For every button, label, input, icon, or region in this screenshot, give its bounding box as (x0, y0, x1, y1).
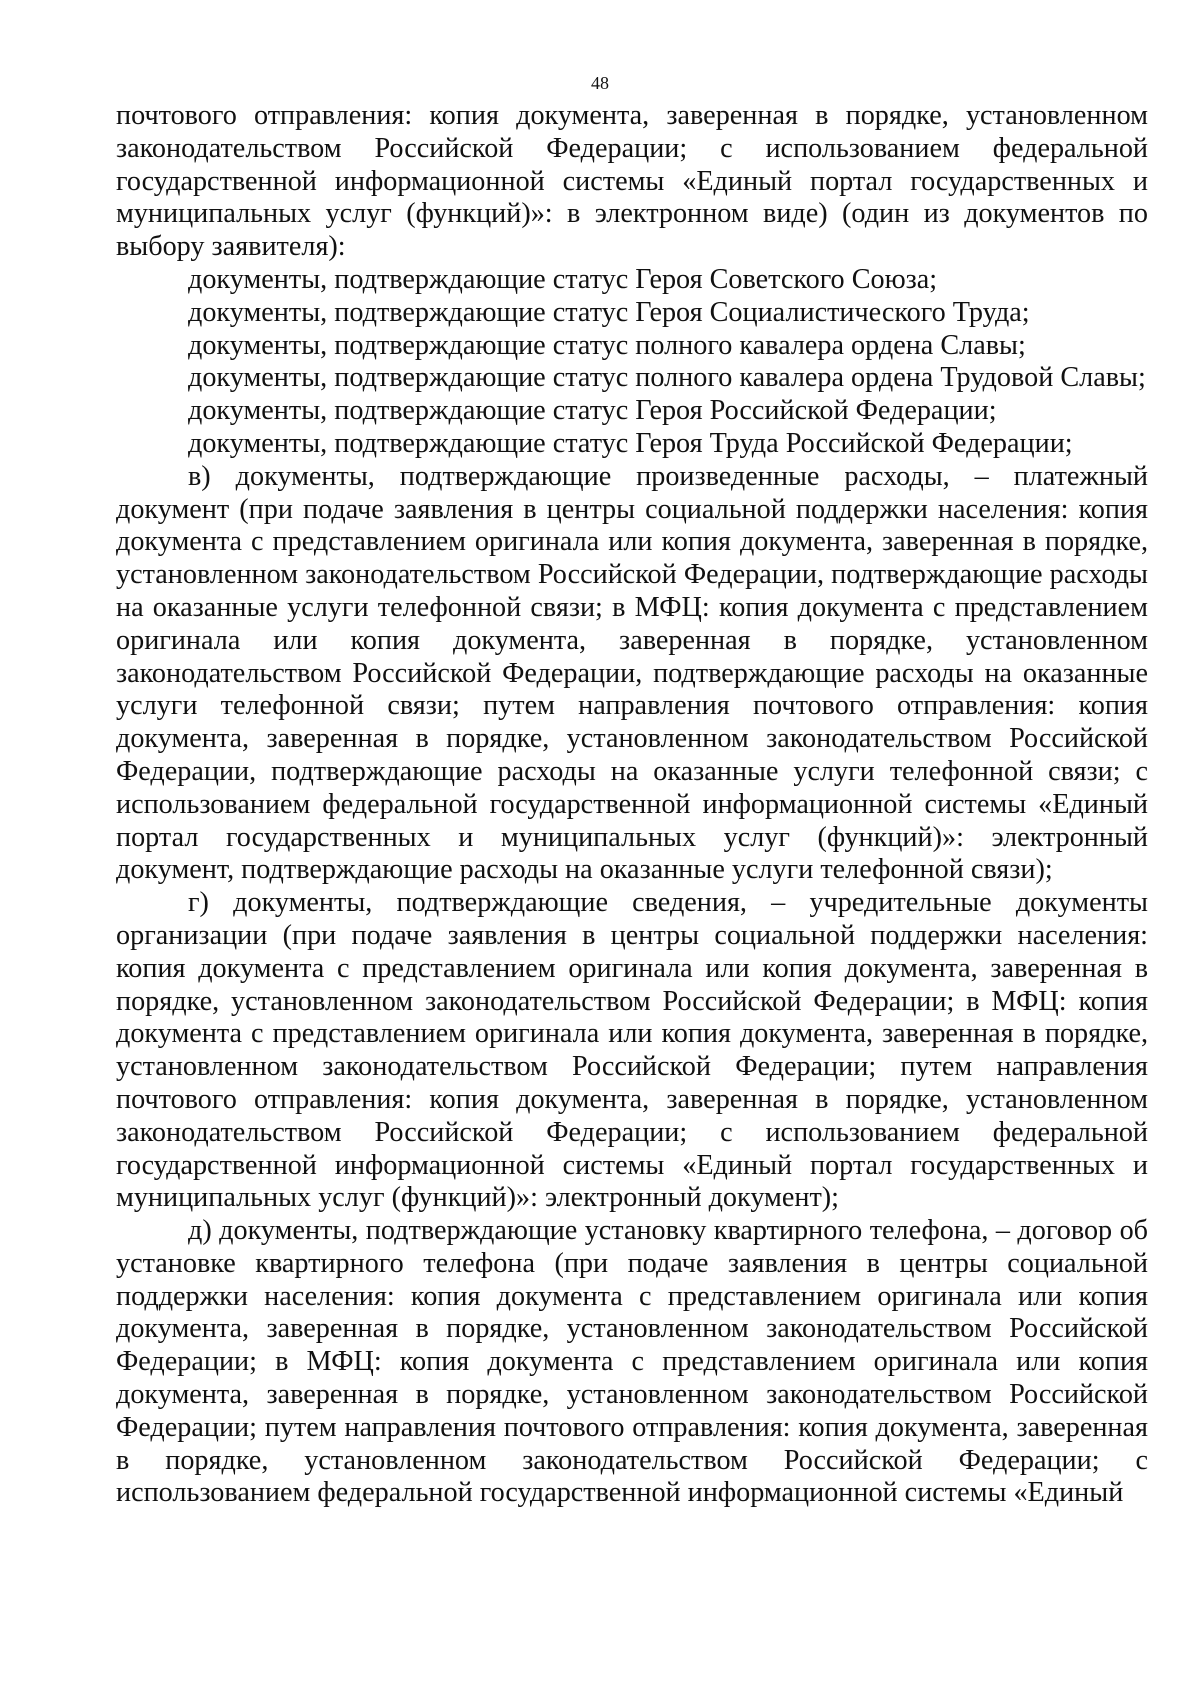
list-item-order-of-labor-glory: документы, подтверждающие статус полного кавалера ордена Трудовой Славы; (188, 362, 1146, 394)
paragraph-item-g: г) документы, подтверждающие сведения, – учредительные документы организации (при подаче заявления в центры социальной поддержки населения: копия документа с представлением оригинала или копия документа, заверенная в порядке, установленном законодательством Российской Федерации; в МФЦ: копия документа с представлением оригинала или копия документа, заверенная в порядке, установленном законодательством Российской Федерации; путем направления почтового отправления: копия документа, заверенная в порядке, установленном законодательством Российской Федерации; с использованием федеральной государственной информационной системы «Единый портал государственных и муниципальных услуг (функций)»: электронный документ); (116, 887, 1148, 1214)
page-number: 48 (591, 73, 609, 93)
paragraph-item-v: в) документы, подтверждающие произведенные расходы, – платежный документ (при подаче заявления в центры социальной поддержки населения: копия документа с представлением оригинала или копия документа, заверенная в порядке, установленном законодательством Российской Федерации, подтверждающие расходы на оказанные услуги телефонной связи; в МФЦ: копия документа с представлением оригинала или копия документа, заверенная в порядке, установленном законодательством Российской Федерации, подтверждающие расходы на оказанные услуги телефонной связи; путем направления почтового отправления: копия документа, заверенная в порядке, установленном законодательством Российской Федерации, подтверждающие расходы на оказанные услуги телефонной связи; с использованием федеральной государственной информационной системы «Единый портал государственных и муниципальных услуг (функций)»: электронный документ, подтверждающие расходы на оказанные услуги телефонной связи); (116, 460, 1148, 886)
paragraph-item-d: д) документы, подтверждающие установку квартирного телефона, – договор об установке квартирного телефона (при подаче заявления в центры социальной поддержки населения: копия документа с представлением оригинала или копия документа, заверенная в порядке, установленном законодательством Российской Федерации; в МФЦ: копия документа с представлением оригинала или копия документа, заверенная в порядке, установленном законодательством Российской Федерации; путем направления почтового отправления: копия документа, заверенная в порядке, установленном законодательством Российской Федерации; с использованием федеральной государственной информационной системы «Единый (116, 1215, 1148, 1509)
document-body (116, 100, 1148, 1510)
list-item-hero-russia: документы, подтверждающие статус Героя Российской Федерации; (188, 395, 997, 427)
list-item-hero-socialist-labor: документы, подтверждающие статус Героя Социалистического Труда; (188, 296, 1030, 328)
list-item-hero-labor-russia: документы, подтверждающие статус Героя Труда Российской Федерации; (188, 427, 1073, 459)
list-item-hero-soviet-union: документы, подтверждающие статус Героя Советского Союза; (188, 263, 938, 295)
list-item-order-of-glory: документы, подтверждающие статус полного кавалера ордена Славы; (188, 329, 1026, 361)
paragraph-continuation: почтового отправления: копия документа, заверенная в порядке, установленном законодательством Российской Федерации; с использованием федеральной государственной информационной системы «Единый портал государственных и муниципальных услуг (функций)»: в электронном виде) (один из документов по выбору заявителя): (116, 100, 1148, 263)
